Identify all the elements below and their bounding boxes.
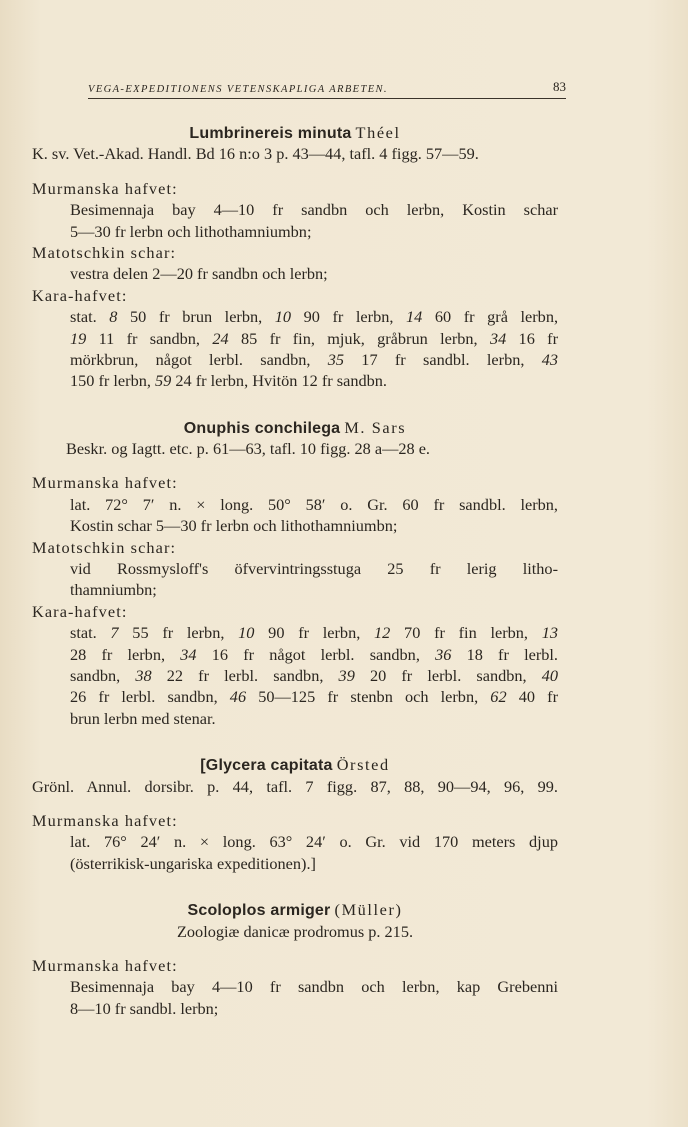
region-heading: Kara-hafvet:	[32, 285, 128, 305]
species-heading	[32, 122, 558, 143]
species-name: [Glycera capitata	[200, 757, 333, 775]
species-author: Örsted	[336, 755, 390, 775]
station-number: 24	[212, 328, 229, 348]
station-line: 26 fr lerbl. sandbn, 46 50—125 fr stenbn och lerbn, 62 40 fr	[70, 687, 558, 707]
region-heading: Matotschkin schar:	[32, 537, 177, 557]
station-number: 34	[489, 328, 507, 348]
locality-line: Besimennaja bay 4—10 fr sandbn och lerbn, Kostin schar	[70, 200, 558, 220]
species-heading	[32, 899, 558, 920]
region-heading: Murmanska hafvet:	[32, 810, 178, 830]
locality-line: lat. 76° 24′ n. × long. 63° 24′ o. Gr. vid 170 meters djup	[70, 832, 558, 852]
station-line: 150 fr lerbn, 59 24 fr lerbn, Hvitön 12 fr sandbn.	[70, 371, 387, 391]
station-line: brun lerbn med stenar.	[70, 708, 216, 728]
station-number: 7	[110, 623, 119, 643]
literature-reference: K. sv. Vet.-Akad. Handl. Bd 16 n:o 3 p. 43—44, tafl. 4 figg. 57—59.	[32, 144, 479, 164]
station-number: 8	[109, 307, 118, 327]
station-number: 46	[229, 687, 247, 707]
station-line: mörkbrun, något lerbl. sandbn, 35 17 fr sandbl. lerbn, 43	[70, 349, 558, 369]
species-name: Scoloplos armiger	[187, 902, 331, 920]
station-line: sandbn, 38 22 fr lerbl. sandbn, 39 20 fr lerbl. sandbn, 40	[70, 665, 559, 685]
station-number: 40	[541, 665, 559, 685]
station-number: 13	[541, 623, 558, 643]
species-entry	[32, 899, 558, 1019]
page-header	[88, 79, 566, 99]
station-number: 39	[338, 665, 355, 685]
species-author: (Müller)	[334, 900, 403, 920]
region-heading: Murmanska hafvet:	[32, 473, 178, 493]
station-number: 38	[135, 665, 152, 685]
literature-reference: Grönl. Annul. dorsibr. p. 44, tafl. 7 figg. 87, 88, 90—94, 96, 99.	[32, 776, 558, 796]
station-number: 10	[238, 623, 255, 643]
station-number: 19	[70, 328, 87, 348]
station-number: 10	[274, 307, 292, 327]
locality-line: thamniumbn;	[70, 580, 157, 600]
locality-line: vestra delen 2—20 fr sandbn och lerbn;	[70, 264, 328, 284]
header-rule	[88, 98, 566, 99]
region-heading: Murmanska hafvet:	[32, 178, 178, 198]
station-number: 14	[406, 307, 423, 327]
station-number: 34	[180, 644, 197, 664]
locality-line: vid Rossmysloff's öfvervintringsstuga 25 fr lerig litho-	[70, 559, 558, 579]
locality-line: Kostin schar 5—30 fr lerbn och lithothamniumbn;	[70, 516, 398, 536]
station-number: 43	[541, 349, 558, 369]
station-line: stat. 7 55 fr lerbn, 10 90 fr lerbn, 12 70 fr fin lerbn, 13	[70, 623, 558, 643]
station-number: 62	[490, 687, 507, 707]
locality-line: 5—30 fr lerbn och lithothamniumbn;	[70, 221, 312, 241]
station-number: 12	[374, 623, 391, 643]
region-heading: Matotschkin schar:	[32, 242, 177, 262]
station-line: 19 11 fr sandbn, 24 85 fr fin, mjuk, gråbrun lerbn, 34 16 fr	[70, 328, 559, 348]
species-entry	[32, 417, 558, 729]
species-author: Théel	[355, 123, 401, 142]
species-heading	[32, 417, 558, 438]
station-number: 35	[327, 349, 345, 369]
species-author: M. Sars	[344, 417, 407, 437]
station-number: 36	[435, 644, 452, 664]
page-body	[32, 122, 558, 1019]
region-heading: Kara-hafvet:	[32, 601, 128, 621]
locality-line: lat. 72° 7′ n. × long. 50° 58′ o. Gr. 60 fr sandbl. lerbn,	[70, 494, 558, 514]
running-title: VEGA-EXPEDITIONENS VETENSKAPLIGA ARBETEN.	[88, 84, 388, 95]
locality-line: (österrikisk-ungariska expeditionen).]	[70, 853, 316, 873]
page-number: 83	[553, 79, 566, 94]
species-entry	[32, 754, 558, 874]
species-name: Lumbrinereis minuta	[189, 125, 352, 142]
locality-line: 8—10 fr sandbl. lerbn;	[70, 998, 219, 1018]
region-heading: Murmanska hafvet:	[32, 955, 178, 975]
locality-line: Besimennaja bay 4—10 fr sandbn och lerbn, kap Grebenni	[70, 977, 558, 997]
literature-reference: Zoologiæ danicæ prodromus p. 215.	[176, 921, 414, 941]
station-line: stat. 8 50 fr brun lerbn, 10 90 fr lerbn, 14 60 fr grå lerbn,	[70, 307, 559, 327]
species-heading	[32, 754, 558, 775]
station-line: 28 fr lerbn, 34 16 fr något lerbl. sandbn, 36 18 fr lerbl.	[70, 644, 558, 664]
species-entry	[32, 122, 558, 392]
station-number: 59	[155, 371, 172, 391]
literature-reference: Beskr. og Iagtt. etc. p. 61—63, tafl. 10 figg. 28 a—28 e.	[66, 439, 430, 459]
species-name: Onuphis conchilega	[183, 419, 341, 437]
